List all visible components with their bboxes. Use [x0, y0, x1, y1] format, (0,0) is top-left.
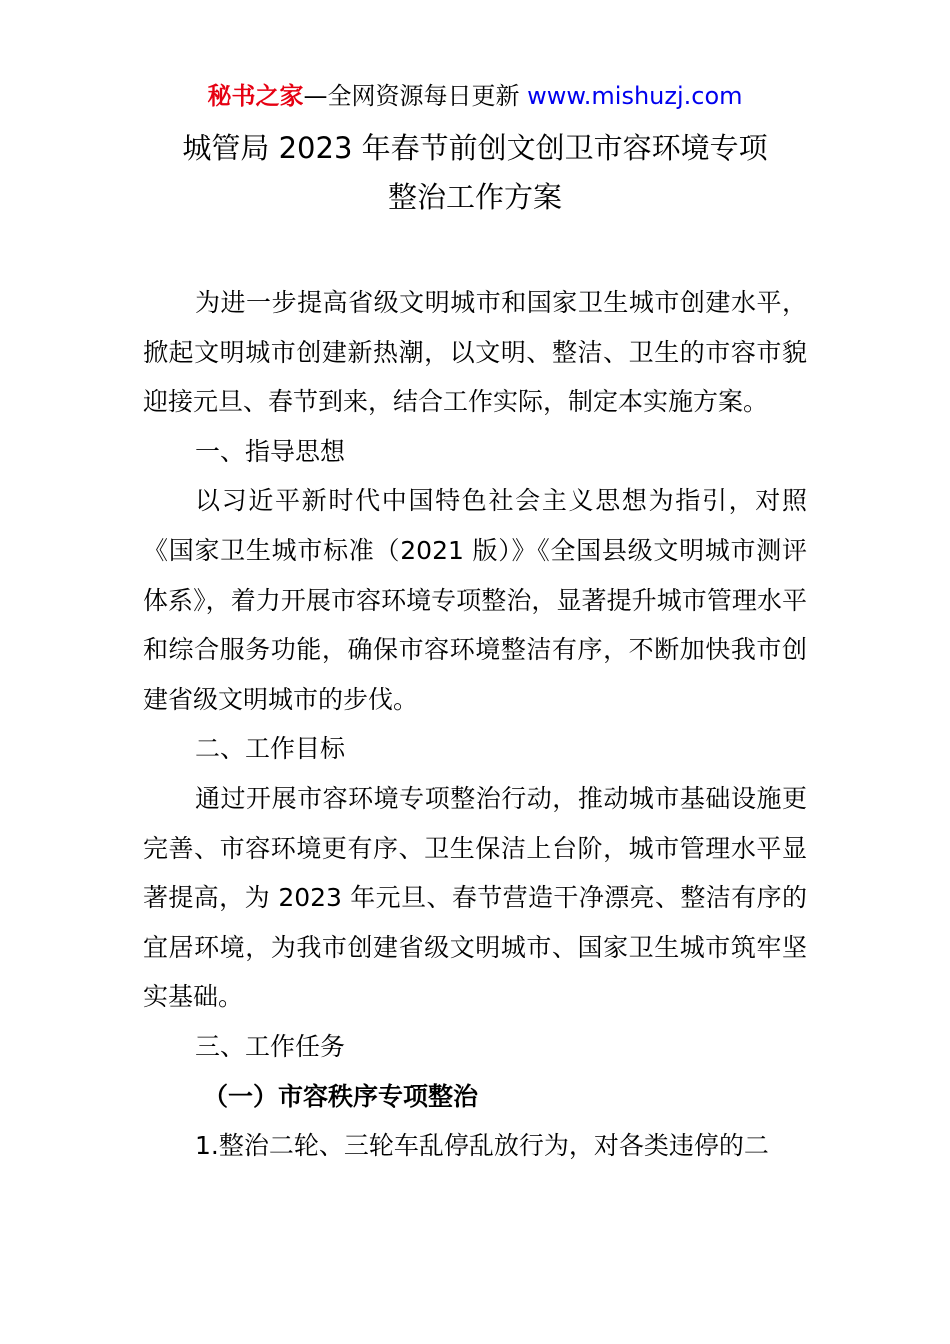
document-title-line-1: 城管局 2023 年春节前创文创卫市容环境专项: [182, 131, 768, 165]
guiding-ideology-paragraph: 以习近平新时代中国特色社会主义思想为指引，对照《国家卫生城市标准（2021 版）》《全国县级文明城市测评体系》，着力开展市容环境专项整治，显著提升城市管理水平和综合服务功能，确保市容环境整洁有序，不断加快我市创建省级文明城市的步伐。: [143, 486, 807, 714]
header-tagline: —全网资源每日更新: [303, 82, 528, 110]
task-item-1: 1.整治二轮、三轮车乱停乱放行为，对各类违停的二: [195, 1131, 769, 1161]
site-url-link[interactable]: www.mishuzj.com: [527, 82, 743, 110]
brand-name: 秘书之家: [207, 82, 304, 110]
section-heading-guiding-ideology: 一、指导思想: [195, 436, 346, 466]
section-heading-work-tasks: 三、工作任务: [195, 1031, 346, 1061]
document-body: [143, 278, 807, 1171]
intro-paragraph: 为进一步提高省级文明城市和国家卫生城市创建水平，掀起文明城市创建新热潮，以文明、整洁、卫生的市容市貌迎接元旦、春节到来，结合工作实际，制定本实施方案。: [143, 288, 807, 417]
site-header: [0, 80, 950, 112]
document-title-line-2: 整治工作方案: [387, 180, 562, 214]
subsection-heading-city-order: （一）市容秩序专项整治: [203, 1081, 479, 1111]
work-goals-paragraph: 通过开展市容环境专项整治行动，推动城市基础设施更完善、市容环境更有序、卫生保洁上台阶，城市管理水平显著提高，为 2023 年元旦、春节营造干净漂亮、整洁有序的宜居环境，为我市创建省级文明城市、国家卫生城市筑牢坚实基础。: [143, 783, 807, 1012]
section-heading-work-goals: 二、工作目标: [195, 734, 346, 764]
